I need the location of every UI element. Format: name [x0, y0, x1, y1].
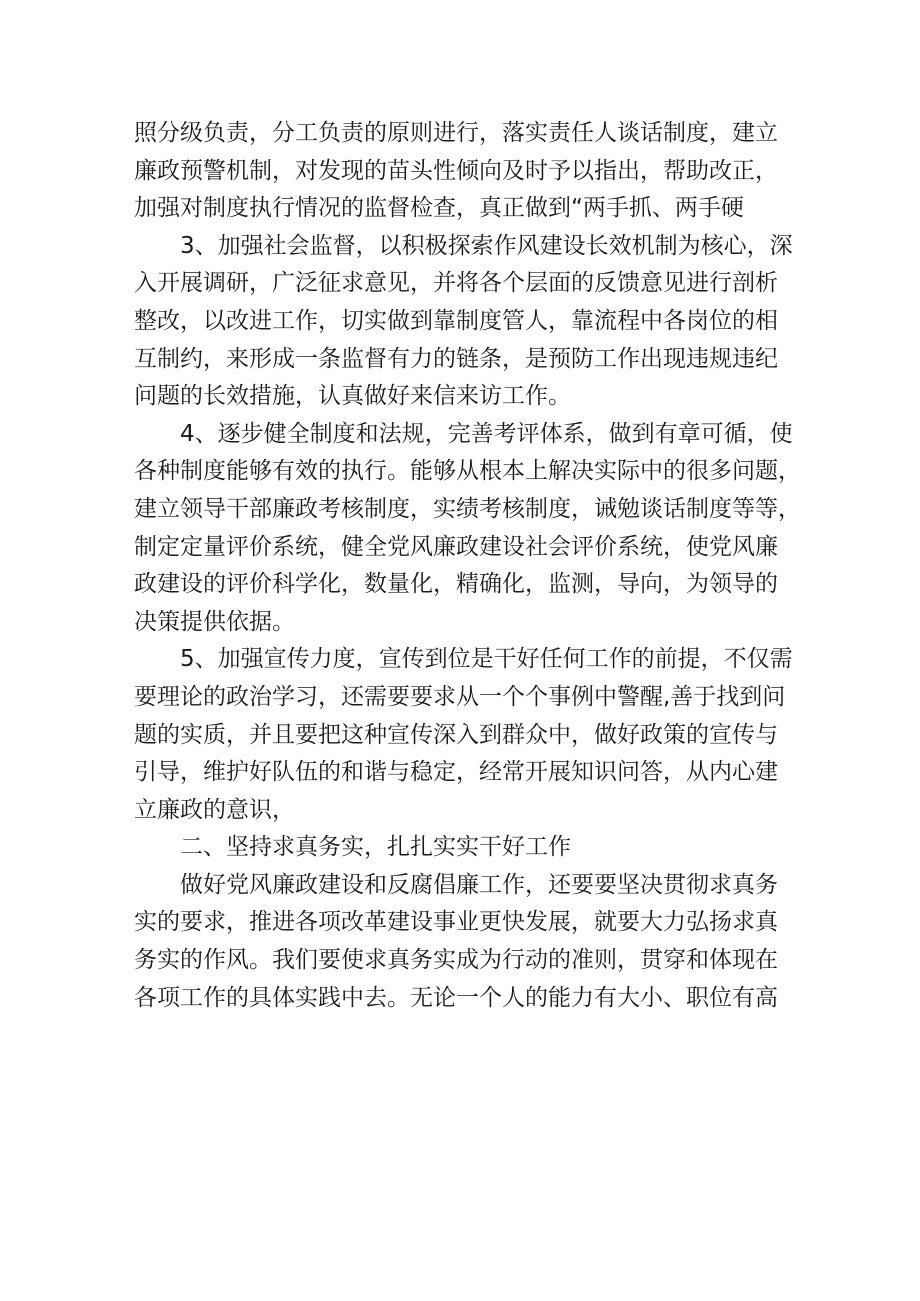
text-line: 3、加强社会监督，以积极探索作风建设长效机制为核心，深: [180, 232, 793, 259]
document-body: [134, 115, 801, 1017]
text-line: 建立领导干部廉政考核制度，实绩考核制度，诫勉谈话制度等等，: [134, 495, 801, 522]
text-line: 决策提供依据。: [134, 608, 295, 635]
text-line: 立廉政的意识，: [134, 796, 295, 823]
text-line: 加强对制度执行情况的监督检查，真正做到“两手抓、两手硬: [134, 195, 744, 222]
text-line: 实的要求，推进各项改革建设事业更快发展，就要大力弘扬求真: [134, 909, 778, 936]
text-line: 互制约，来形成一条监督有力的链条，是预防工作出现违规违纪: [134, 345, 778, 372]
text-line: 政建设的评价科学化，数量化，精确化，监测，导向，为领导的: [134, 571, 778, 598]
text-line: 要理论的政治学习，还需要要求从一个个事例中警醒,善于找到问: [134, 683, 786, 710]
text-line: 4、逐步健全制度和法规，完善考评体系，做到有章可循，使: [180, 420, 793, 447]
text-line: 入开展调研，广泛征求意见，并将各个层面的反馈意见进行剖析: [134, 270, 778, 297]
text-line: 题的实质，并且要把这种宣传深入到群众中，做好政策的宣传与: [134, 721, 778, 748]
text-line: 制定定量评价系统，健全党风廉政建设社会评价系统，使党风廉: [134, 533, 778, 560]
text-line: 二、坚持求真务实，扎扎实实干好工作: [180, 834, 571, 861]
text-line: 整改，以改进工作，切实做到靠制度管人，靠流程中各岗位的相: [134, 307, 778, 334]
text-line: 各种制度能够有效的执行。能够从根本上解决实际中的很多问题，: [134, 458, 801, 485]
text-line: 问题的长效措施，认真做好来信来访工作。: [134, 383, 571, 410]
text-line: 引导，维护好队伍的和谐与稳定，经常开展知识问答，从内心建: [134, 759, 778, 786]
text-line: 廉政预警机制，对发现的苗头性倾向及时予以指出，帮助改正，: [134, 157, 778, 184]
text-line: 照分级负责，分工负责的原则进行，落实责任人谈话制度，建立: [134, 120, 778, 146]
text-line: 各项工作的具体实践中去。无论一个人的能力有大小、职位有高: [134, 984, 778, 1011]
text-line: 做好党风廉政建设和反腐倡廉工作，还要要坚决贯彻求真务: [180, 871, 778, 898]
text-line: 5、加强宣传力度，宣传到位是干好任何工作的前提，不仅需: [180, 646, 793, 673]
text-line: 务实的作风。我们要使求真务实成为行动的准则，贯穿和体现在: [134, 947, 778, 974]
